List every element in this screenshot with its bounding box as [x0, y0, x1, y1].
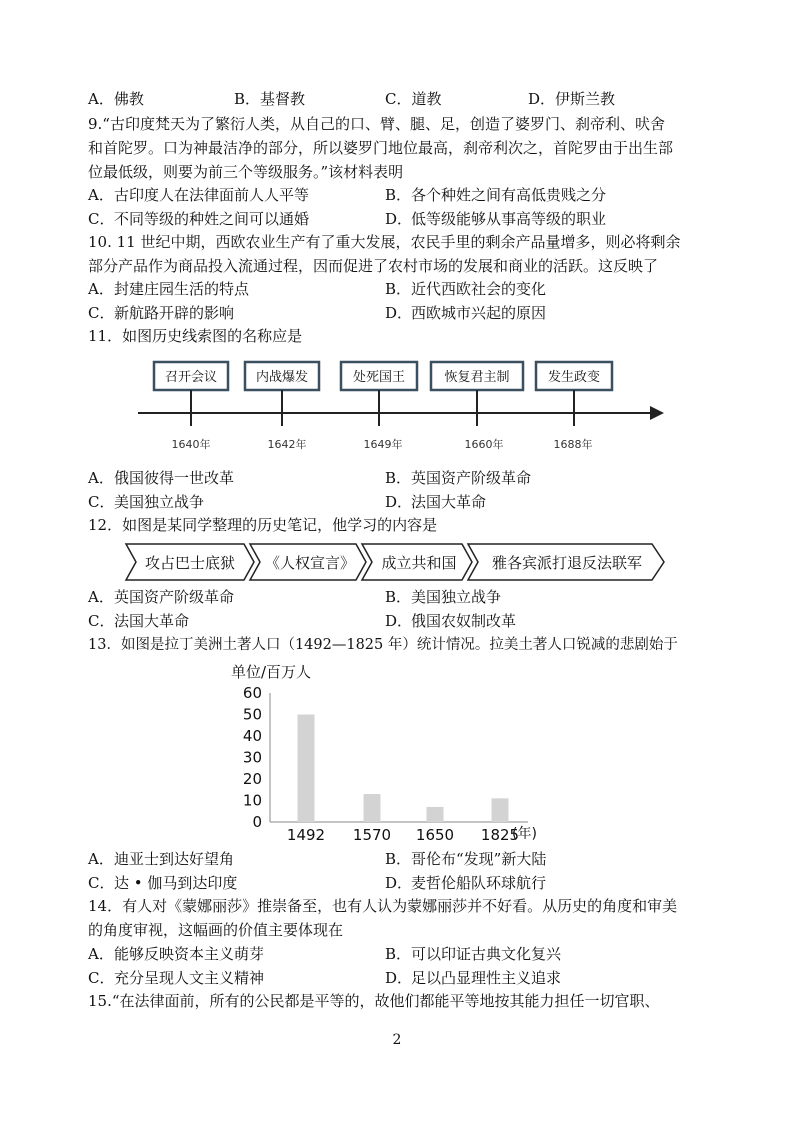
q10-option-c: C．新航路开辟的影响: [88, 304, 235, 322]
q12-option-c: C．法国大革命: [88, 612, 190, 630]
chart-bar-1492: [298, 715, 315, 823]
q9-option-d: D．低等级能够从事高等级的职业: [385, 210, 607, 228]
q12-option-b: B．美国独立战争: [385, 588, 502, 606]
timeline-event-label: 恢复君主制: [444, 370, 510, 385]
q13-option-d: D．麦哲伦船队环球航行: [385, 874, 547, 892]
q14-option-a: A．能够反映资本主义萌芽: [88, 945, 265, 963]
q9-stem-line-3: 位最低级，则要为前三个等级服务。”该材料表明: [88, 163, 404, 181]
flow-step-4-label: 雅各宾派打退反法联军: [491, 554, 643, 572]
page-number: 2: [392, 1032, 402, 1048]
flow-step-2-label: 《人权宣言》: [264, 554, 356, 572]
timeline-year: 1642年: [267, 438, 307, 451]
timeline-year: 1688年: [553, 438, 593, 451]
timeline-year: 1640年: [171, 438, 211, 451]
q8-option-a: A．佛教: [88, 90, 144, 108]
q13-option-c: C．达 • 伽马到达印度: [88, 874, 238, 892]
q12-stem: 12．如图是某同学整理的历史笔记，他学习的内容是: [88, 516, 438, 534]
q14-option-c: C．充分呈现人文主义精神: [88, 969, 265, 987]
q13-stem: 13．如图是拉丁美洲土著人口（1492—1825 年）统计情况。拉美土著人口锐减的悲剧始于: [88, 637, 678, 653]
chart-ytick-label: 20: [242, 770, 262, 788]
chart-ytick-label: 10: [242, 791, 262, 810]
q15-stem-line-1: 15.“在法律面前，所有的公民都是平等的，故他们都能平等地按其能力担任一切官职、: [88, 992, 660, 1010]
q10-stem-line-2: 部分产品作为商品投入流通过程，因而促进了农村市场的发展和商业的活跃。这反映了: [88, 257, 659, 275]
q9-stem-line-2: 和首陀罗。口为神最洁净的部分，所以婆罗门地位最高，刹帝利次之，首陀罗由于出生部: [88, 139, 674, 157]
q11-option-a: A．俄国彼得一世改革: [88, 469, 235, 487]
flow-step-3-label: 成立共和国: [381, 554, 457, 572]
q10-stem-line-1: 10. 11 世纪中期，西欧农业生产有了重大发展，农民手里的剩余产品量增多，则必将剩余: [88, 233, 681, 251]
chart-ylabel: 单位/百万人: [231, 663, 312, 681]
timeline-item: [154, 362, 228, 451]
q14-stem-line-1: 14．有人对《蒙娜丽莎》推崇备至，也有人认为蒙娜丽莎并不好看。从历史的角度和审美: [88, 897, 678, 915]
q12-option-a: A．英国资产阶级革命: [88, 588, 235, 606]
q9-option-c: C．不同等级的种姓之间可以通婚: [88, 210, 310, 228]
chart-xlabel: (年): [512, 826, 537, 842]
timeline-item: [341, 362, 417, 451]
chart-ytick-label: 40: [242, 727, 262, 745]
timeline-year: 1649年: [363, 438, 403, 451]
q14-option-d: D．足以凸显理性主义追求: [385, 969, 562, 987]
q11-option-c: C．美国独立战争: [88, 493, 205, 511]
timeline-event-label: 召开会议: [164, 370, 218, 385]
q13-option-a: A．迪亚士到达好望角: [88, 850, 235, 868]
q9-stem-line-1: 9.“古印度梵天为了繁衍人类，从自己的口、臂、腿、足，创造了婆罗门、刹帝利、吠舍: [88, 115, 665, 133]
q8-option-b: B．基督教: [234, 90, 306, 108]
chart-ytick-label: 60: [242, 684, 262, 702]
chart-ytick-label: 50: [242, 705, 262, 724]
q12-flow-diagram: [126, 544, 664, 580]
q9-option-b: B．各个种姓之间有高低贵贱之分: [385, 186, 607, 204]
timeline-item: [245, 362, 319, 451]
q10-option-a: A．封建庄园生活的特点: [88, 280, 250, 298]
q11-option-d: D．法国大革命: [385, 493, 487, 511]
chart-bar-1650: [427, 807, 444, 822]
q11-stem: 11．如图历史线索图的名称应是: [88, 327, 303, 345]
chart-ytick-label: 30: [242, 748, 262, 767]
q8-option-c: C．道教: [385, 90, 442, 108]
q11-option-b: B．英国资产阶级革命: [385, 469, 532, 487]
q12-option-d: D．俄国农奴制改革: [385, 612, 517, 630]
q10-option-d: D．西欧城市兴起的原因: [385, 304, 547, 322]
chart-ytick-label: 0: [252, 813, 262, 831]
q13-option-b: B．哥伦布“发现”新大陆: [385, 850, 547, 868]
timeline-event-label: 发生政变: [547, 370, 601, 385]
timeline-year: 1660年: [464, 438, 504, 451]
timeline-item: [536, 362, 612, 451]
chart-xtick-label: 1825: [480, 826, 520, 844]
q14-stem-line-2: 的角度审视，这幅画的价值主要体现在: [88, 921, 344, 939]
timeline-event-label: 内战爆发: [255, 370, 309, 385]
timeline-item: [431, 362, 523, 451]
q8-option-d: D．伊斯兰教: [528, 90, 616, 108]
q13-bar-chart: [231, 663, 537, 844]
chart-bar-1825: [492, 798, 509, 822]
q14-option-b: B．可以印证古典文化复兴: [385, 945, 562, 963]
timeline-arrowhead: [650, 406, 664, 420]
timeline-event-label: 处死国王: [352, 370, 406, 385]
chart-xtick-label: 1570: [352, 826, 392, 844]
q9-option-a: A．古印度人在法律面前人人平等: [88, 186, 310, 204]
chart-xtick-label: 1492: [286, 826, 326, 844]
q10-option-b: B．近代西欧社会的变化: [385, 280, 547, 298]
chart-xtick-label: 1650: [415, 826, 455, 844]
flow-step-1-label: 攻占巴士底狱: [144, 554, 236, 572]
chart-bar-1570: [364, 794, 381, 822]
